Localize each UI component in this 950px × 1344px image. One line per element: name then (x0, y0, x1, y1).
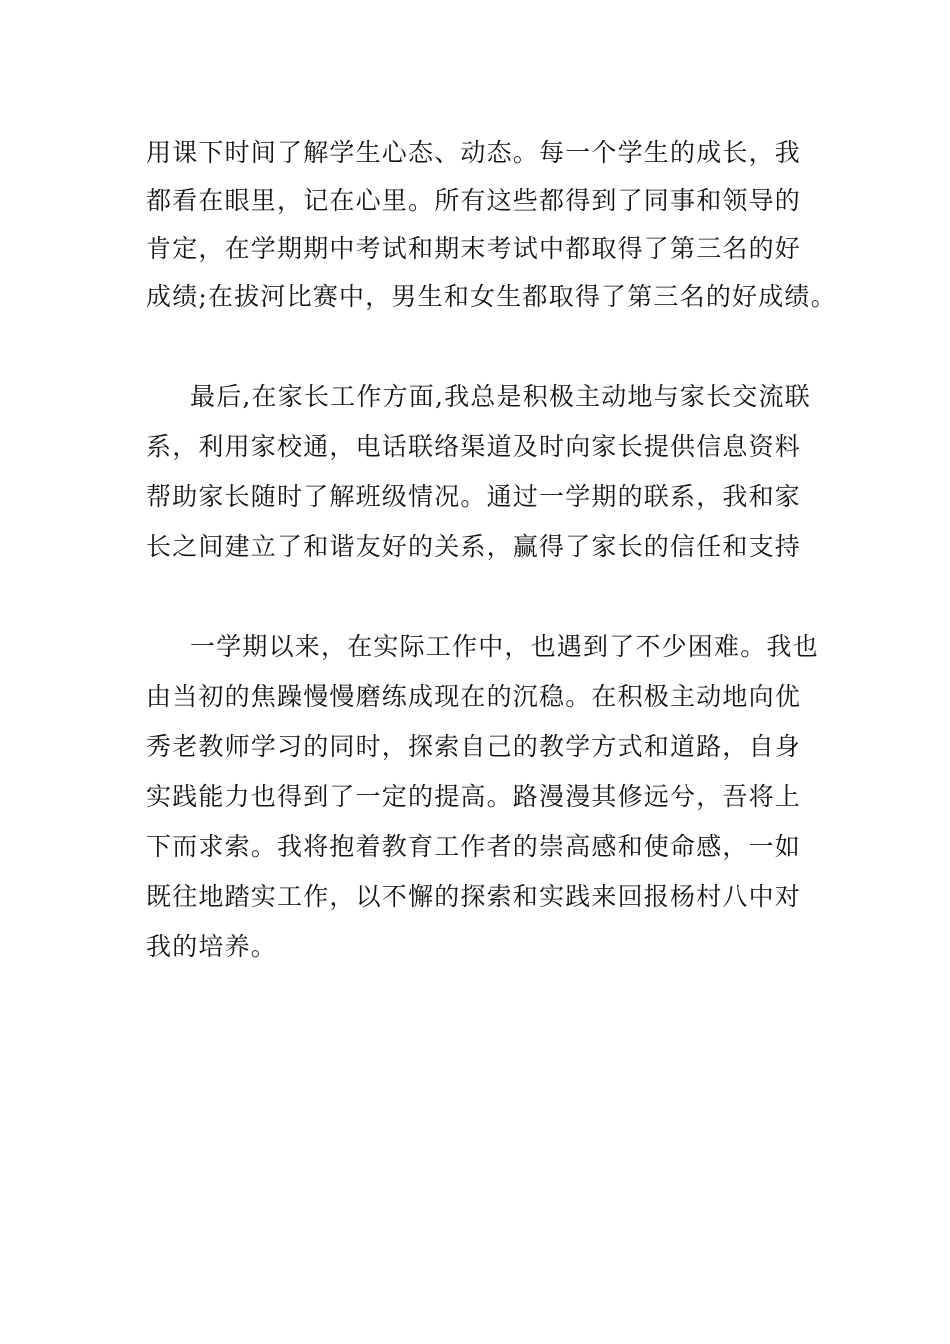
paragraph-2-line-1: 最后,在家长工作方面,我总是积极主动地与家长交流联 (190, 382, 811, 411)
paragraph-1-line-1: 用课下时间了解学生心态、动态。每一个学生的成长，我 (146, 138, 802, 167)
paragraph-3-line-2: 由当初的焦躁慢慢磨练成现在的沉稳。在积极主动地向优 (146, 682, 802, 711)
paragraph-2-line-2: 系，利用家校通，电话联络渠道及时向家长提供信息资料 (146, 432, 802, 461)
paragraph-3-line-1: 一学期以来，在实际工作中，也遇到了不少困难。我也 (190, 632, 819, 661)
paragraph-3-line-6: 既往地踏实工作，以不懈的探索和实践来回报杨村八中对 (146, 882, 802, 911)
paragraph-2-line-3: 帮助家长随时了解班级情况。通过一学期的联系，我和家 (146, 482, 802, 511)
paragraph-1-line-4: 成绩;在拔河比赛中，男生和女生都取得了第三名的好成绩。 (146, 282, 837, 311)
paragraph-3-line-3: 秀老教师学习的同时，探索自己的教学方式和道路，自身 (146, 732, 802, 761)
paragraph-2-line-4: 长之间建立了和谐友好的关系，赢得了家长的信任和支持 (146, 532, 802, 561)
paragraph-1-line-2: 都看在眼里，记在心里。所有这些都得到了同事和领导的 (146, 186, 802, 215)
paragraph-3-line-5: 下而求索。我将抱着教育工作者的崇高感和使命感，一如 (146, 832, 802, 861)
paragraph-3-line-4: 实践能力也得到了一定的提高。路漫漫其修远兮，吾将上 (146, 782, 802, 811)
paragraph-3-line-7: 我的培养。 (146, 932, 278, 961)
paragraph-1-line-3: 肯定，在学期期中考试和期末考试中都取得了第三名的好 (146, 234, 802, 263)
